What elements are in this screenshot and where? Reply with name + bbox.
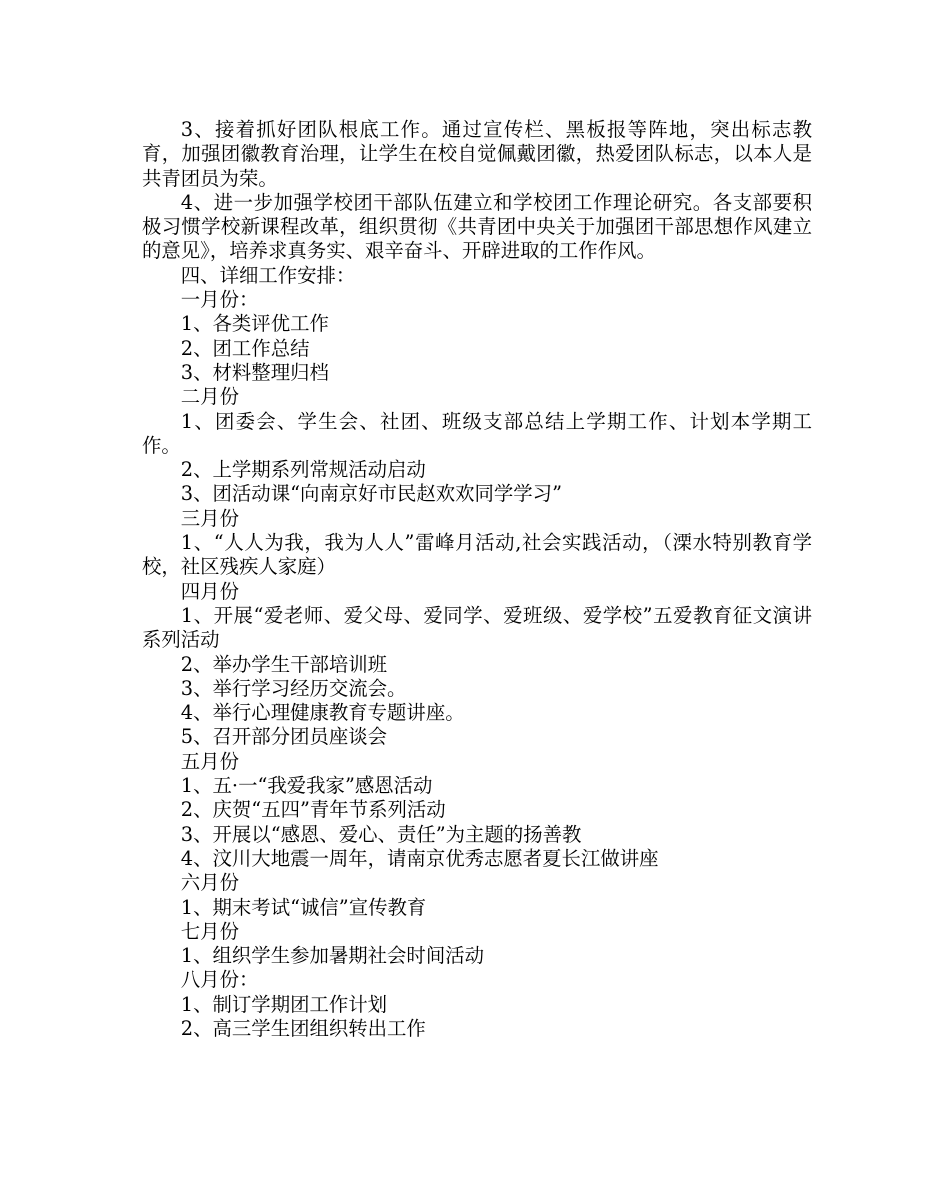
list-item: 3、材料整理归档 — [180, 360, 329, 384]
list-item: 2、高三学生团组织转出工作 — [180, 1016, 426, 1040]
month-heading: 八月份： — [180, 968, 259, 992]
month-heading: 六月份 — [180, 871, 239, 895]
list-item: 1、组织学生参加暑期社会时间活动 — [180, 944, 484, 968]
document-body — [142, 118, 812, 1041]
section-heading: 四、详细工作安排： — [180, 263, 356, 287]
list-item: 2、庆贺“五四”青年节系列活动 — [180, 798, 446, 822]
list-item: 2、团工作总结 — [180, 336, 310, 360]
month-heading: 二月份 — [180, 385, 239, 409]
list-item: 1、五·一“我爱我家”感恩活动 — [180, 774, 433, 798]
month-heading: 一月份： — [180, 288, 259, 312]
list-item: 4、汶川大地震一周年，请南京优秀志愿者夏长江做讲座 — [180, 846, 659, 870]
paragraph: 3、接着抓好团队根底工作。通过宣传栏、黑板报等阵地，突出标志教育，加强团徽教育治理，让学生在校自觉佩戴团徽，热爱团队标志，以本人是共青团员为荣。 — [142, 118, 812, 190]
list-item: 3、举行学习经历交流会。 — [180, 676, 407, 700]
paragraph: 4、进一步加强学校团干部队伍建立和学校团工作理论研究。各支部要积极习惯学校新课程改革，组织贯彻《共青团中央关于加强团干部思想作风建立的意见》，培养求真务实、艰辛奋斗、开辟进取的工作作风。 — [142, 190, 812, 263]
list-item: 3、团活动课“向南京好市民赵欢欢同学学习” — [180, 482, 562, 506]
month-heading: 三月份 — [180, 506, 239, 530]
list-item: 1、团委会、学生会、社团、班级支部总结上学期工作、计划本学期工作。 — [142, 409, 812, 457]
list-item: 1、期末考试“诚信”宣传教育 — [180, 895, 427, 919]
list-item: 1、开展“爱老师、爱父母、爱同学、爱班级、爱学校”五爱教育征文演讲系列活动 — [142, 603, 812, 652]
list-item: 4、举行心理健康教育专题讲座。 — [180, 701, 465, 725]
list-item: 1、制订学期团工作计划 — [180, 992, 388, 1016]
list-item: 3、开展以“感恩、爱心、责任”为主题的扬善教 — [180, 822, 582, 846]
list-item: 2、上学期系列常规活动启动 — [180, 458, 426, 482]
list-item: 2、举办学生干部培训班 — [180, 652, 388, 676]
month-heading: 七月份 — [180, 919, 239, 943]
month-heading: 五月份 — [180, 749, 239, 773]
list-item: 1、“人人为我，我为人人”雷峰月活动,社会实践活动，（溧水特别教育学校，社区残疾人家庭） — [142, 531, 812, 579]
month-heading: 四月份 — [180, 579, 239, 603]
list-item: 5、召开部分团员座谈会 — [180, 725, 388, 749]
list-item: 1、各类评优工作 — [180, 312, 329, 336]
